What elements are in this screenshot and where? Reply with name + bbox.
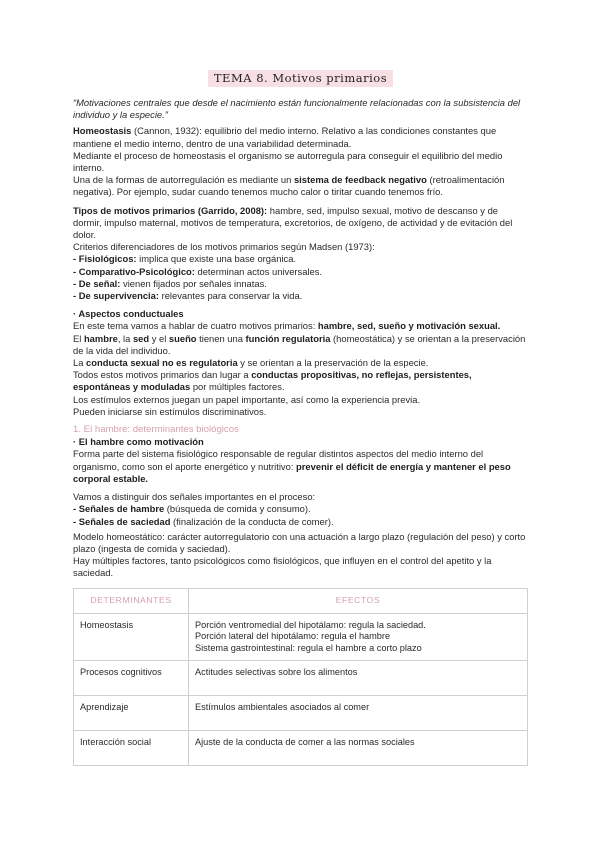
criteria-line: Criterios diferenciadores de los motivos primarios según Madsen (1973): (73, 241, 375, 253)
text-run: tienen una (196, 332, 246, 344)
conductuales-line-6: Pueden iniciarse sin estímulos discriminativos. (73, 405, 267, 417)
determinant-cell: Aprendizaje (74, 696, 189, 731)
text-run-bold: hambre (83, 332, 118, 344)
text-run-bold: prevenir el déficit de energía y mantener el peso corporal estable. (73, 460, 511, 484)
effect-line: Sistema gastrointestinal: regula el hambre a corto plazo (195, 642, 422, 653)
criteria-term: - De señal: (73, 277, 121, 289)
effect-line: Porción ventromedial del hipotálamo: regula la saciedad. (195, 619, 426, 630)
criteria-item (73, 253, 528, 265)
homeostasis-line-3-c: (retroalimentación negativa). Por ejemplo, sudar cuando tenemos mucho calor o tiritar cuando tenemos frío. (73, 174, 505, 198)
hambre-line-3: Modelo homeostático: carácter autorregulatorio con una actuación a largo plazo (regulación del peso) y corto plazo (ingesta de comida y saciedad). (73, 530, 526, 554)
conductuales-heading (73, 308, 528, 320)
signal-item (73, 503, 528, 515)
criteria-term: - Comparativo-Psicológico: (73, 265, 195, 277)
feedback-term: sistema de feedback negativo (293, 174, 427, 186)
effect-line: Porción lateral del hipotálamo: regula el hambre (195, 631, 391, 642)
hambre-subheading (73, 436, 528, 448)
text-run: y se orientan a la preservación de la especie. (237, 357, 429, 369)
criteria-text: implica que existe una base orgánica. (136, 253, 297, 265)
determinant-cell: Homeostasis (74, 613, 189, 661)
signal-term: - Señales de saciedad (73, 515, 171, 527)
criteria-item (73, 266, 528, 278)
criteria-term: - De supervivencia: (73, 290, 159, 302)
effect-line: Estímulos ambientales asociados al comer (195, 702, 370, 713)
criteria-text: determinan actos universales. (194, 265, 323, 277)
table-row (74, 661, 528, 696)
text-run: Forma parte del sistema fisiológico responsable de regular distintos aspectos del medio interno del organismo, como son el aporte energético y nutritivo: (73, 448, 484, 472)
conductuales-line-2 (73, 333, 528, 357)
criteria-item (73, 290, 528, 302)
homeostasis-line-3 (73, 174, 528, 198)
tipos-definition: hambre, sed, impulso sexual, motivo de descanso y de dormir, impulso maternal, motivos de temperatura, excretorios, de oxígeno, de actividad y de evitación del dolor. (73, 204, 513, 241)
table-row (74, 731, 528, 766)
criteria-item (73, 278, 528, 290)
section-heading-hambre: 1. El hambre: determinantes biológicos (73, 424, 239, 436)
text-run: por múltiples factores. (190, 381, 285, 393)
text-run: y el (149, 332, 169, 344)
text-run: La (73, 357, 87, 369)
homeostasis-paragraph (73, 125, 528, 149)
text-run-bold: sueño (168, 332, 197, 344)
effect-line: Ajuste de la conducta de comer a las normas sociales (195, 737, 415, 748)
signal-text: (búsqueda de comida y consumo). (164, 503, 311, 515)
title-wrap (73, 70, 528, 87)
effects-cell (189, 613, 528, 661)
conductuales-line-3 (73, 357, 528, 369)
signal-term: - Señales de hambre (73, 503, 165, 515)
determinant-cell: Interacción social (74, 731, 189, 766)
text-run: , la (117, 332, 133, 344)
effect-line: Actitudes selectivas sobre los alimentos (195, 667, 358, 678)
homeostasis-line-3-a: Una de la formas de autorregulación es mediante un (73, 174, 294, 186)
conductuales-line-1-a: En este tema vamos a hablar de cuatro motivos primarios: (73, 320, 318, 332)
conductuales-line-1 (73, 320, 528, 332)
criteria-text: vienen fijados por señales innatas. (120, 277, 267, 289)
text-run: (homeostática) y se orientan a la preservación de la vida del individuo. (73, 332, 526, 356)
effects-cell (189, 661, 528, 696)
homeostasis-definition: (Cannon, 1932): equilibrio del medio interno. Relativo a las condiciones constantes que mantiene el medio interno, dentro de una variabilidad determinada. (73, 125, 497, 149)
hambre-line-4: Hay múltiples factores, tanto psicológicos como fisiológicos, que influyen en el control del apetito y la saciedad. (73, 555, 492, 579)
homeostasis-term: Homeostasis (73, 125, 132, 137)
conductuales-line-5: Los estímulos externos juegan un papel importante, así como la experiencia previa. (73, 393, 421, 405)
effects-cell (189, 731, 528, 766)
text-run-bold: conducta sexual no es regulatoria (86, 357, 238, 369)
signal-text: (finalización de la conducta de comer). (170, 515, 334, 527)
intro-quote: “Motivaciones centrales que desde el nacimiento están funcionalmente relacionadas con la subsistencia del individuo y la especie.” (73, 97, 521, 121)
text-run-bold: función regulatoria (245, 332, 331, 344)
hambre-subheading-text: · El hambre como motivación (73, 436, 204, 448)
conductuales-line-4 (73, 369, 528, 393)
effects-cell (189, 696, 528, 731)
column-header-efectos: EFECTOS (189, 588, 528, 613)
table-header-row (74, 588, 528, 613)
criteria-text: relevantes para conservar la vida. (158, 290, 303, 302)
text-run-bold: sed (132, 332, 150, 344)
determinant-cell: Procesos cognitivos (74, 661, 189, 696)
document-page (73, 70, 528, 766)
signal-item (73, 516, 528, 528)
page-title: TEMA 8. Motivos primarios (208, 70, 393, 87)
hambre-line-1 (73, 448, 528, 485)
tipos-term: Tipos de motivos primarios (Garrido, 2008): (73, 204, 268, 216)
text-run: Todos estos motivos primarios dan lugar a (73, 369, 252, 381)
conductuales-heading-text: · Aspectos conductuales (73, 308, 184, 320)
conductuales-line-1-b: hambre, sed, sueño y motivación sexual. (317, 320, 501, 332)
homeostasis-line-2: Mediante el proceso de homeostasis el organismo se autorregula para conseguir el equilibrio del medio interno. (73, 149, 503, 174)
table-row (74, 613, 528, 661)
tipos-paragraph (73, 205, 528, 242)
text-run-bold: conductas propositivas, no reflejas, persistentes, espontáneas y moduladas (73, 369, 472, 393)
criteria-term: - Fisiológicos: (73, 253, 137, 265)
text-run: El (73, 332, 84, 344)
hambre-line-2: Vamos a distinguir dos señales importantes en el proceso: (73, 491, 316, 503)
determinants-table (73, 588, 528, 767)
column-header-determinantes: DETERMINANTES (74, 588, 189, 613)
table-row (74, 696, 528, 731)
